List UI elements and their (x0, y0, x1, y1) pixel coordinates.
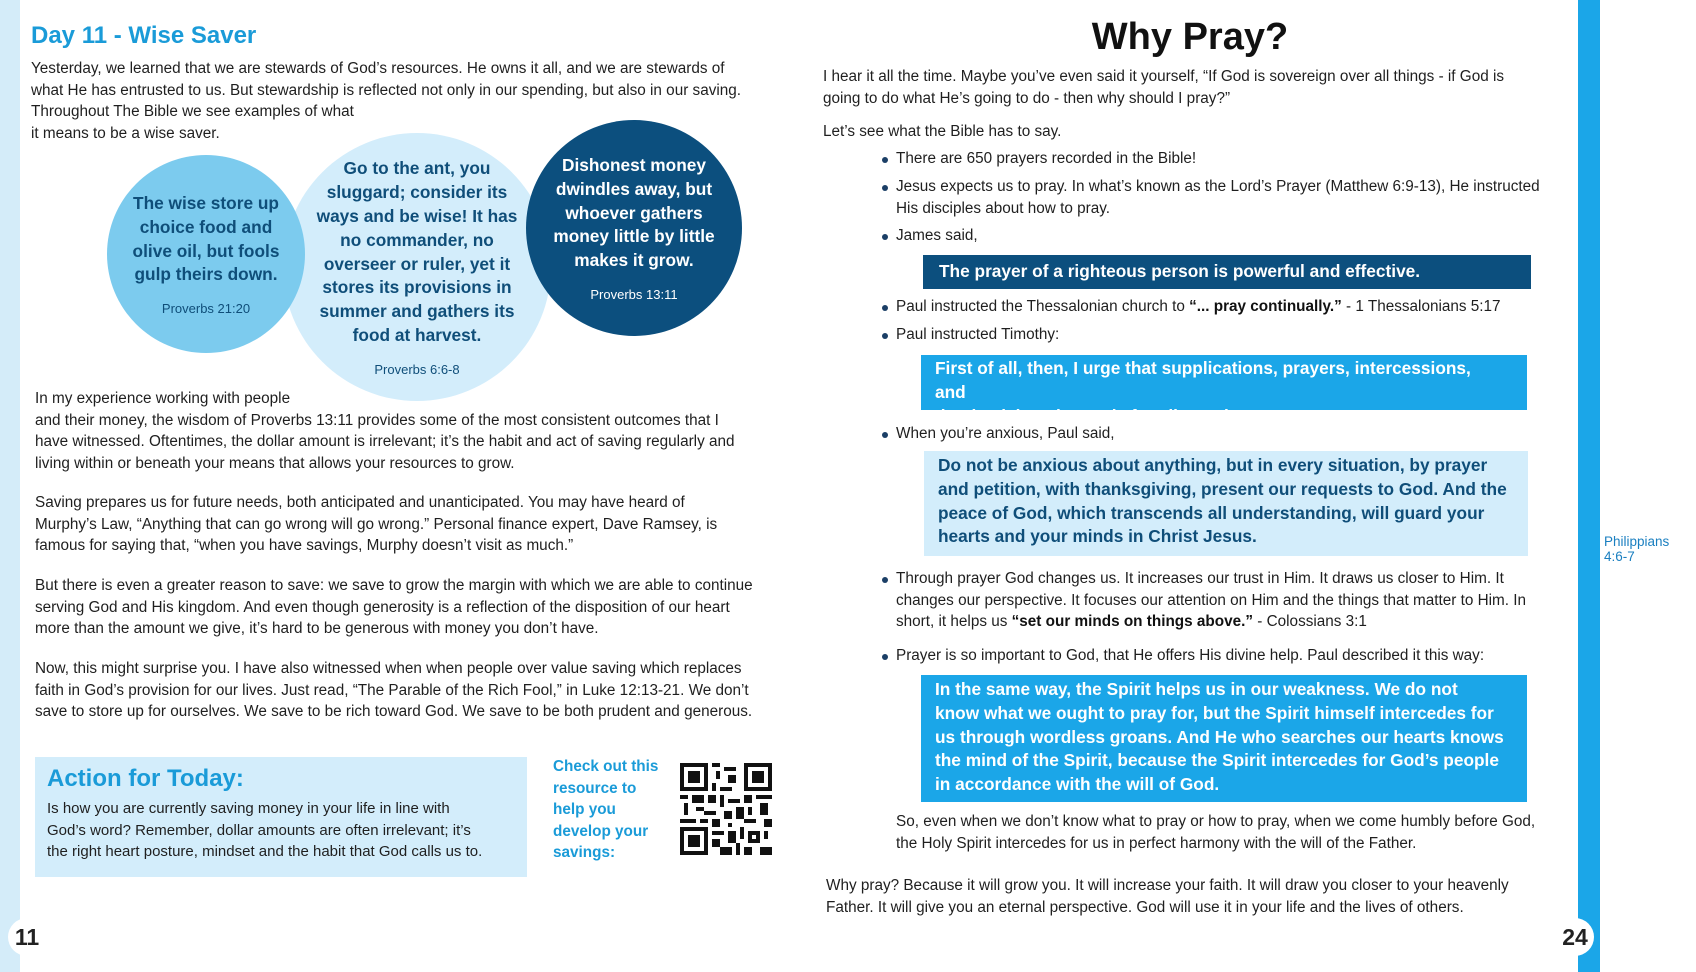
paragraph-line: faith in God’s provision for our lives. Just read, “The Parable of the Rich Fool,” in Luke 12:13-21. We don’t (35, 681, 749, 699)
quote-line: First of all, then, I urge that supplications, prayers, intercessions, and (935, 358, 1471, 402)
quote-line: in accordance with the will of God. (935, 774, 1220, 795)
page-title: Why Pray? (1091, 16, 1289, 58)
quote-line: hearts and your minds in Christ Jesus. (938, 526, 1257, 547)
resource-line: help you (553, 801, 616, 818)
day-title: Day 11 - Wise Saver (31, 22, 257, 49)
right-edge-strip (1578, 0, 1600, 972)
intro-line: Throughout The Bible we see examples of what (31, 103, 354, 120)
intro-line: Yesterday, we learned that we are stewards of God’s resources. He owns it all, and we are stewards of (31, 60, 725, 77)
bullet-line (896, 611, 1566, 633)
left-edge-strip (0, 0, 20, 972)
verse-text: Dishonest money dwindles away, but whoever gathers money little by little makes it grow. (553, 155, 715, 271)
resource-line: resource to (553, 779, 637, 797)
bullet-text: - 1 Thessalonians 5:17 (1341, 298, 1501, 315)
paragraph-line: famous for saying that, “when you have savings, Murphy doesn’t visit as much.” (35, 537, 574, 554)
bullet-timothy: Paul instructed Timothy: (896, 324, 1566, 346)
verse-text: The wise store up choice food and olive oil, but fools gulp theirs down. (132, 192, 280, 285)
final-paragraph (826, 875, 1546, 918)
quote-james (923, 255, 1673, 289)
resource-callout (553, 756, 678, 864)
paragraph-murphy (35, 492, 780, 557)
action-body (47, 798, 517, 863)
bullet-text: - Colossians 3:1 (1253, 613, 1367, 630)
bullet-james: James said, (896, 225, 1566, 247)
action-for-today-box (35, 757, 527, 877)
paragraph-line: Murphy’s Law, “Anything that can go wrong will go wrong.” Personal finance expert, Dave Ramsey, is (35, 515, 718, 533)
quote-text (935, 357, 1505, 428)
intro-line: I hear it all the time. Maybe you’ve even said it yourself, “If God is sovereign over all things - if God is (823, 68, 1505, 85)
quote-reference: James 5:16 (1603, 265, 1673, 280)
bullet-line: Jesus expects us to pray. In what’s known as the Lord’s Prayer (Matthew 6:9-13), He instructed (896, 178, 1540, 195)
quote-philippians (924, 451, 1670, 564)
quote-reference: Philippians 4:6-7 (1604, 534, 1670, 564)
page-number-left: 11 (8, 918, 46, 956)
quote-line: Do not be anxious about anything, but in every situation, by prayer (938, 455, 1488, 475)
quote-line: In the same way, the Spirit helps us in our weakness. We do not (935, 679, 1458, 699)
quote-reference: Romans 8:26-28 (1601, 779, 1686, 809)
resource-line: develop your (553, 822, 649, 840)
quote-line: the mind of the Spirit, because the Spirit intercedes for God’s people (935, 750, 1499, 771)
paragraph-line: living within or beneath your means that allows your resources to grow. (35, 454, 515, 472)
quote-timothy (921, 355, 1683, 426)
verse-circle-proverbs-13 (526, 120, 742, 336)
paragraph-line: have witnessed. Oftentimes, the dollar amount is irrelevant; it’s the habit and act of saving regularly and (35, 433, 735, 450)
qr-code-icon[interactable] (680, 763, 772, 855)
intro-line: it means to be a wise saver. (31, 124, 220, 142)
paragraph-line: But there is even a greater reason to save: we save to grow the margin with which we are able to continue (35, 577, 753, 594)
paragraph-line: and their money, the wisdom of Proverbs 13:11 provides some of the most consistent outcomes that I (35, 411, 719, 429)
action-line: the right heart posture, mindset and the habit that God calls us to. (47, 843, 483, 860)
paragraph-rich-fool (35, 658, 780, 723)
bullet-text: short, it helps us (896, 613, 1012, 630)
bullet-text: Paul instructed the Thessalonian church to (896, 298, 1190, 315)
verse-reference: Proverbs 6:6-8 (374, 361, 460, 377)
paragraph-line: Now, this might surprise you. I have also witnessed when when people over value saving which replaces (35, 660, 742, 677)
paragraph-line: Why pray? Because it will grow you. It will increase your faith. It will draw you closer to your heavenly (826, 877, 1509, 894)
verse-circle-proverbs-6 (283, 133, 551, 401)
quote-text (935, 678, 1519, 797)
action-line: God’s word? Remember, dollar amounts are often irrelevant; it’s (47, 821, 471, 839)
paragraph-line: Father. It will give you an eternal perspective. God will use it in your life and the lives of others. (826, 898, 1464, 916)
bullet-anxious: When you’re anxious, Paul said, (896, 423, 1566, 445)
verse-text: Go to the ant, you sluggard; consider its ways and be wise! It has no commander, no overseer or ruler, yet it stores its provisions in summer and gathers its food at harvest. (316, 158, 518, 345)
paragraph-experience (35, 388, 780, 474)
action-line: Is how you are currently saving money in your life in line with (47, 800, 450, 817)
verse-reference: Proverbs 21:20 (161, 301, 251, 317)
bullet-bold-text: “set our minds on things above.” (1011, 613, 1254, 630)
verse-circle-proverbs-21 (107, 155, 305, 353)
quote-text: The prayer of a righteous person is powerful and effective. (939, 261, 1421, 281)
paragraph-line: In my experience working with people (35, 390, 291, 407)
resource-line: Check out this (553, 758, 659, 775)
paragraph-line: Saving prepares us for future needs, both anticipated and unanticipated. You may have heard of (35, 494, 685, 511)
bullet-lords-prayer (896, 176, 1566, 219)
paragraph-line: serving God and His kingdom. And even though generosity is a reflection of the disposition of our heart (35, 598, 730, 616)
quote-text (938, 454, 1518, 549)
right-intro (823, 66, 1543, 109)
quote-line: peace of God, which transcends all understanding, will guard your (938, 502, 1485, 523)
paragraph-line: more than the amount we give, it’s hard to be generous with money you don’t have. (35, 620, 599, 637)
page-number-right: 24 (1556, 918, 1594, 956)
quote-line: thanksgivings be made for all people. (935, 405, 1244, 426)
paragraph-line: So, even when we don’t know what to pray or how to pray, when we come humbly before God, (896, 813, 1536, 830)
quote-line: and petition, with thanksgiving, present our requests to God. And the (938, 478, 1507, 499)
bullet-line: His disciples about how to pray. (896, 199, 1110, 217)
intro-line: going to do what He’s going to do - then why should I pray?” (823, 89, 1231, 107)
lets-see-text: Let’s see what the Bible has to say. (823, 123, 1062, 140)
verse-reference: Proverbs 13:11 (590, 286, 678, 302)
so-paragraph (896, 811, 1576, 854)
bullet-650-prayers: There are 650 prayers recorded in the Bible! (896, 148, 1566, 170)
bullet-line: changes our perspective. It focuses our attention on Him and the things that matter to Him. In (896, 591, 1527, 609)
paragraph-line: save to store up for ourselves. We save to be rich toward God. We save to be both prudent and generous. (35, 703, 753, 720)
quote-reference: 1 Timothy 2:1 (1601, 388, 1683, 403)
bullet-divine-help: Prayer is so important to God, that He offers His divine help. Paul described it this way: (896, 645, 1566, 667)
quote-line: us through wordless groans. And He who searches our hearts knows (935, 726, 1504, 747)
bullet-thessalonians (896, 296, 1566, 318)
bullet-prayer-changes-us (896, 568, 1566, 633)
quote-line: know what we ought to pray for, but the Spirit himself intercedes for (935, 702, 1494, 723)
action-title: Action for Today: (47, 765, 244, 792)
paragraph-line: the Holy Spirit intercedes for us in perfect harmony with the will of the Father. (896, 834, 1417, 852)
bullet-line: Through prayer God changes us. It increases our trust in Him. It draws us closer to Him. It (896, 570, 1504, 587)
resource-line: savings: (553, 844, 616, 861)
paragraph-greater-reason (35, 575, 780, 640)
intro-line: what He has entrusted to us. But stewardship is reflected not only in our spending, but also in our saving. (31, 81, 742, 99)
bullet-bold-text: “... pray continually.” (1189, 298, 1342, 315)
quote-romans (921, 675, 1686, 809)
